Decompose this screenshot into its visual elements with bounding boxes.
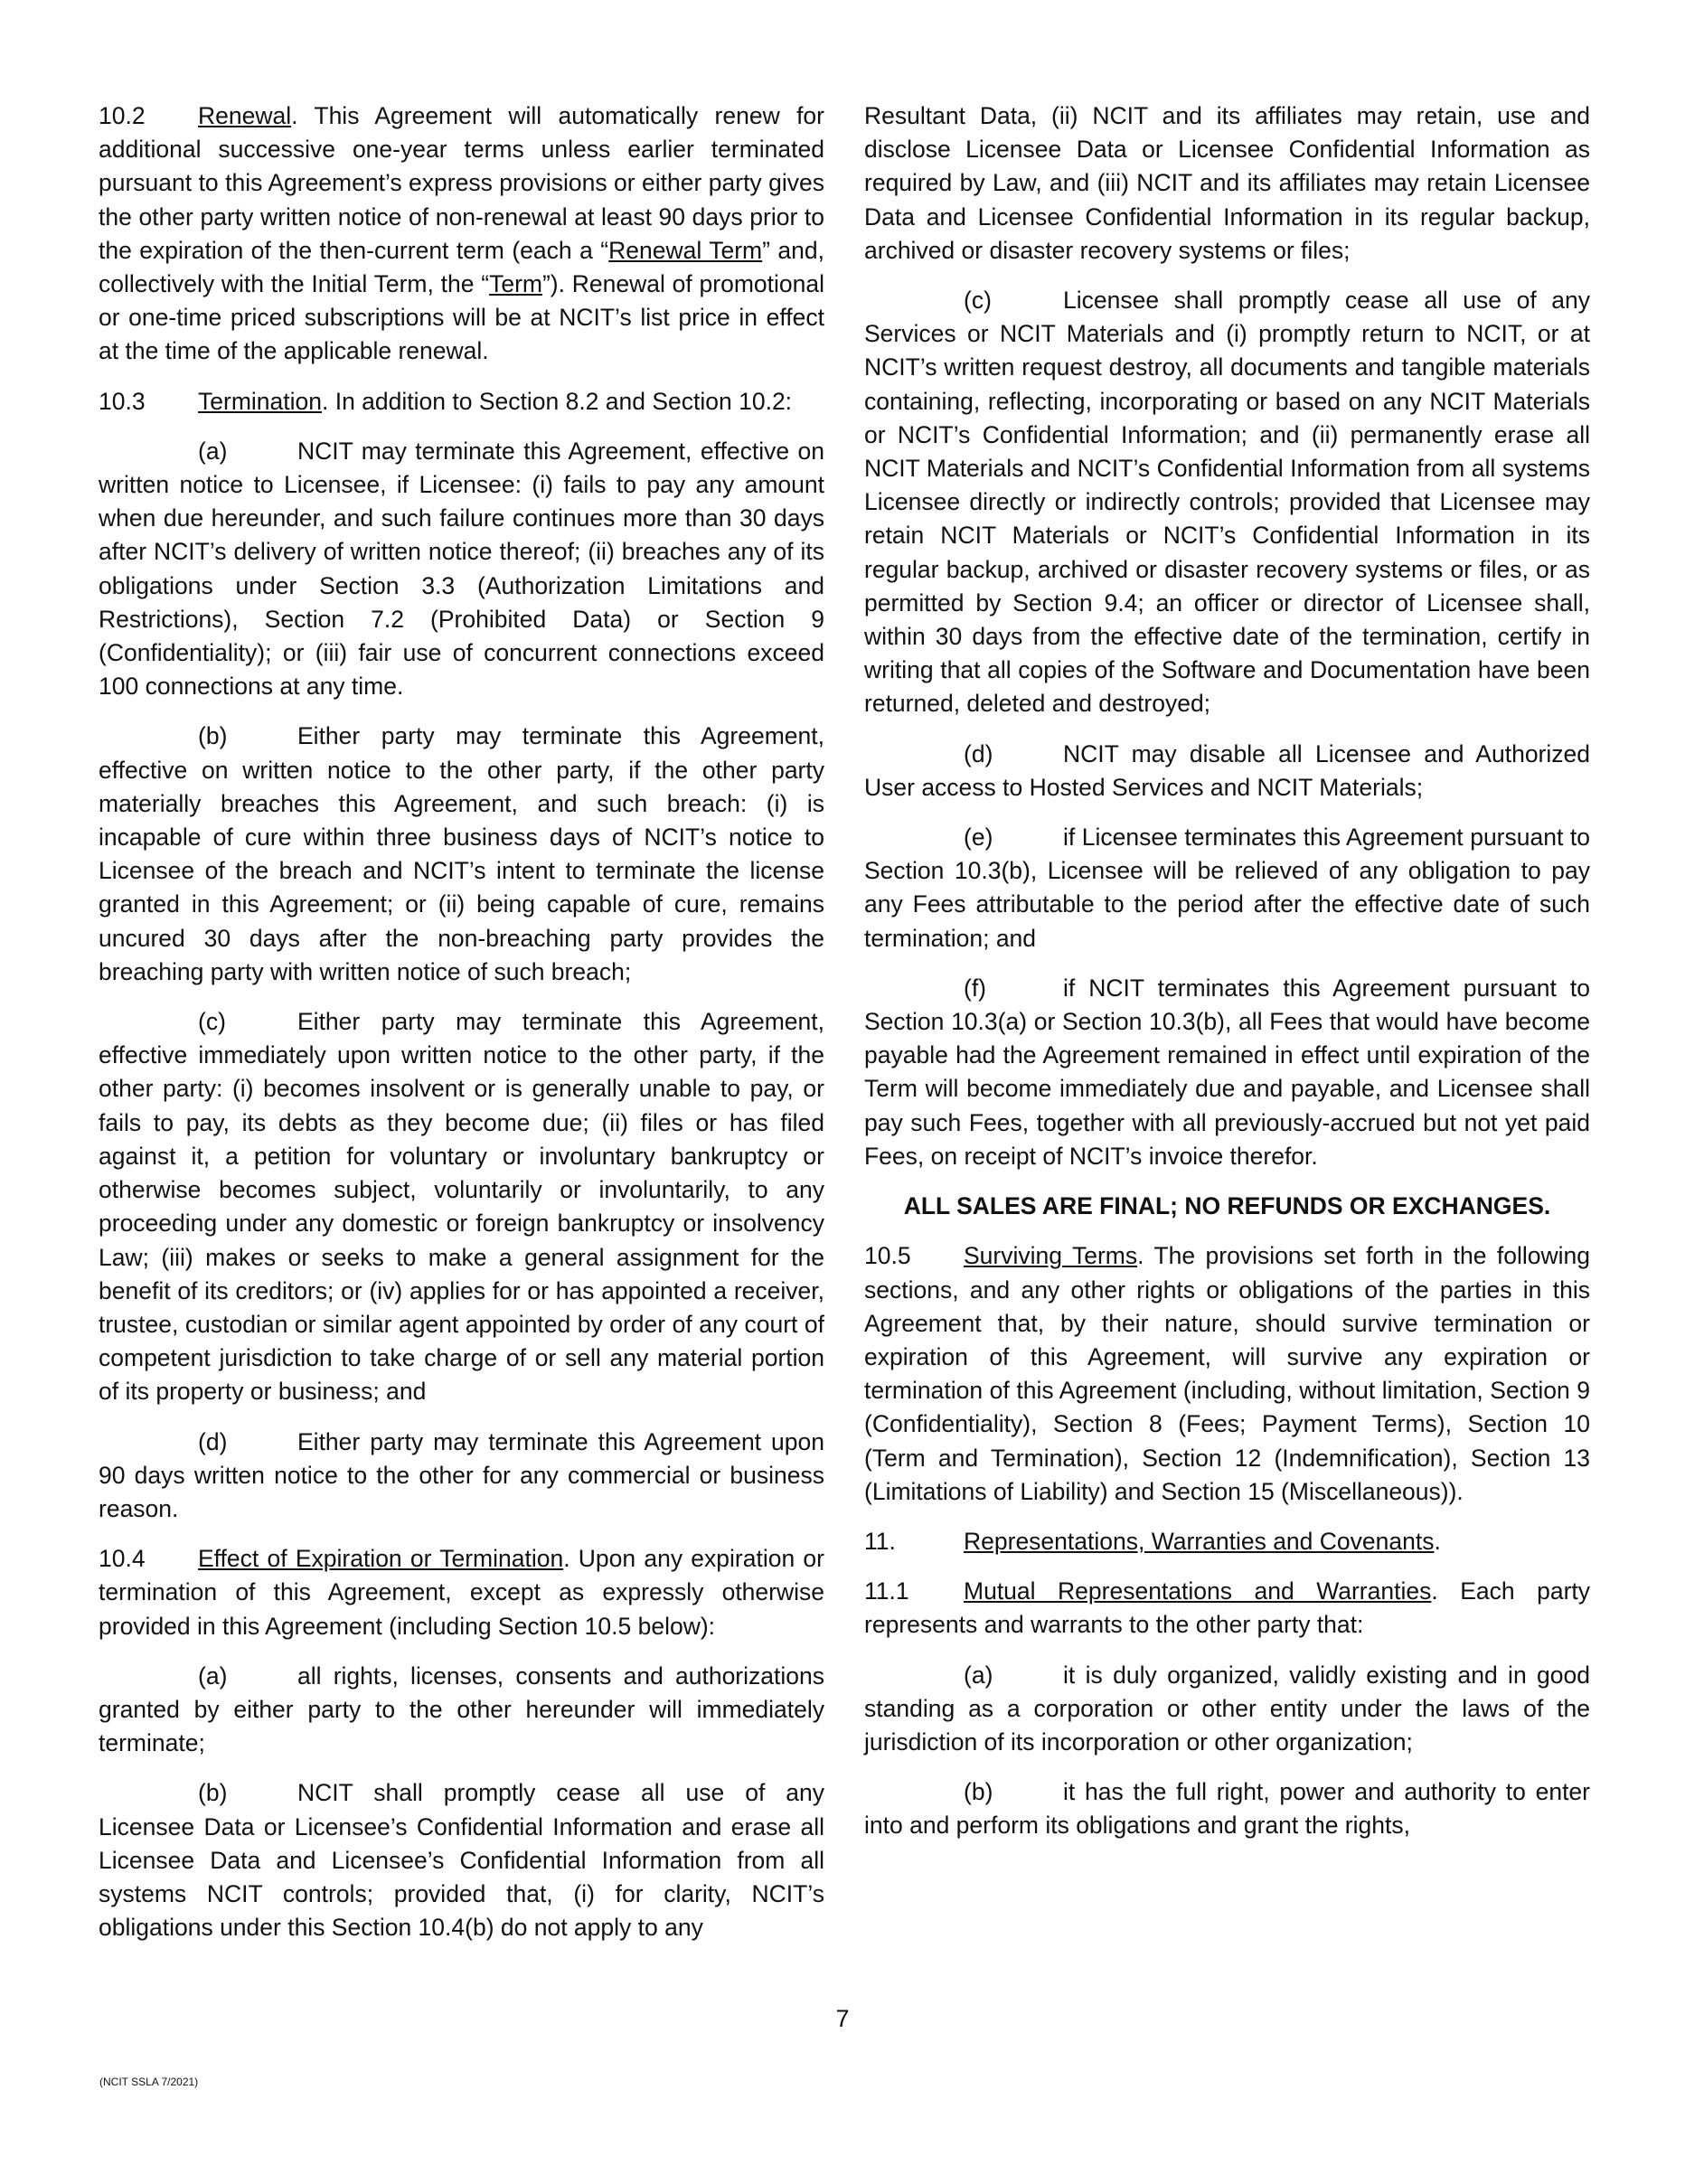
- section-title: Surviving Terms: [964, 1242, 1138, 1270]
- section-title: Renewal: [198, 102, 292, 129]
- section-number: 11.: [864, 1527, 896, 1555]
- section-title: Termination: [198, 387, 322, 415]
- section-text: . Each party represents and warrants to the other party that:: [864, 1577, 1591, 1639]
- clause-text: it has the full right, power and authority to enter into and perform its obligations and grant the rights,: [864, 1778, 1590, 1840]
- section-number: 10.5: [864, 1242, 911, 1270]
- clause-10-4-a: [99, 1660, 824, 1761]
- clause-label: (c): [964, 287, 992, 315]
- clause-label: (b): [198, 1779, 228, 1807]
- section-text: .: [1434, 1527, 1441, 1555]
- clause-label: (e): [964, 824, 993, 852]
- clause-text: Resultant Data, (ii) NCIT and its affiliates may retain, use and disclose Licensee Data or Licensee Confidential Information as required by Law, and (iii) NCIT and its affiliates may retain Licensee Data and Licensee Confidential Information in its regular backup, archived or disaster recovery systems or files;: [864, 102, 1590, 264]
- section-text: . In addition to Section 8.2 and Section 10.2:: [321, 387, 793, 415]
- clause-label: (d): [964, 739, 993, 767]
- clause-10-4-e: [864, 821, 1590, 956]
- right-column: [864, 99, 1590, 1859]
- section-10-2: [99, 99, 824, 369]
- defined-term: Renewal Term: [608, 236, 763, 264]
- footer-document-id: (NCIT SSLA 7/2021): [99, 2076, 199, 2088]
- section-10-5: [864, 1239, 1590, 1509]
- clause-text: it is duly organized, validly existing and in good standing as a corporation or other entity under the laws of the jurisdiction of its incorporation or other organization;: [864, 1661, 1590, 1756]
- section-text: ”). Renewal of promotional or one-time priced subscriptions will be at NCIT’s list price in effect at the time of the applicable renewal.: [99, 270, 824, 365]
- clause-label: (f): [964, 974, 987, 1002]
- section-11: [864, 1525, 1590, 1558]
- clause-11-1-a: [864, 1659, 1590, 1760]
- clause-text: if NCIT terminates this Agreement pursuant to Section 10.3(a) or Section 10.3(b), all Fees that would have become payable had the Agreement remained in effect until expiration of the Term will become immediately due and payable, and Licensee shall pay such Fees, together with all previously-accrued but not yet paid Fees, on receipt of NCIT’s invoice therefor.: [864, 974, 1590, 1170]
- section-text: . This Agreement will automatically renew for additional successive one-year terms unless earlier terminated pursuant to this Agreement’s express provisions or either party gives the other party written notice of non-renewal at least 90 days prior to the expiration of the then-current term (each a “: [99, 102, 824, 264]
- section-number: 10.2: [99, 102, 146, 129]
- clause-text: Either party may terminate this Agreement, effective on written notice to the other party, if the other party materially breaches this Agreement, and such breach: (i) is incapable of cure within three business days of NCIT’s notice to Licensee of the breach and NCIT’s intent to terminate the license granted in this Agreement; or (ii) being capable of cure, remains uncured 30 days after the non-breaching party provides the breaching party with written notice of such breach;: [99, 722, 824, 985]
- section-text: . Upon any expiration or termination of this Agreement, except as expressly otherwise provided in this Agreement (including Section 10.5 below):: [99, 1545, 824, 1640]
- clause-11-1-b: [864, 1775, 1590, 1842]
- section-number: 11.1: [864, 1577, 909, 1605]
- section-text: . The provisions set forth in the following sections, and any other rights or obligations of the parties in this Agreement that, by their nature, should survive termination or expiration of this Agreement, will survive any expiration or termination of this Agreement (including, without limitation, Section 9 (Confidentiality), Section 8 (Fees; Payment Terms), Section 10 (Term and Termination), Section 12 (Indemnification), Section 13 (Limitations of Liability) and Section 15 (Miscellaneous)).: [864, 1242, 1590, 1505]
- clause-text: if Licensee terminates this Agreement pursuant to Section 10.3(b), Licensee will be relieved of any obligation to pay any Fees attributable to the period after the effective date of such termination; and: [864, 824, 1590, 952]
- all-sales-final-notice: ALL SALES ARE FINAL; NO REFUNDS OR EXCHANGES.: [903, 1192, 1551, 1220]
- clause-label: (a): [198, 1662, 228, 1690]
- clause-text: Either party may terminate this Agreement upon 90 days written notice to the other for any commercial or business reason.: [99, 1427, 824, 1522]
- left-column: [99, 99, 824, 1961]
- clause-10-4-b: [99, 1776, 824, 1944]
- section-text: ” and, collectively with the Initial Term, the “: [99, 236, 825, 298]
- clause-text: NCIT shall promptly cease all use of any Licensee Data or Licensee’s Confidential Information and erase all Licensee Data and Licensee’s Confidential Information from all systems NCIT controls; provided that, (i) for clarity, NCIT’s obligations under this Section 10.4(b) do not apply to any: [99, 1779, 824, 1942]
- clause-10-4-b-continued: [864, 99, 1590, 268]
- clause-text: NCIT may terminate this Agreement, effective on written notice to Licensee, if Licensee: (i) fails to pay any amount when due hereunder, and such failure continues more than 30 days after NCIT’s delivery of written notice thereof; (ii) breaches any of its obligations under Section 3.3 (Authorization Limitations and Restrictions), Section 7.2 (Prohibited Data) or Section 9 (Confidentiality); or (iii) fair use of concurrent connections exceed 100 connections at any time.: [99, 437, 824, 701]
- section-10-4: [99, 1542, 824, 1643]
- section-title: Representations, Warranties and Covenants: [964, 1527, 1435, 1555]
- clause-text: all rights, licenses, consents and authorizations granted by either party to the other hereunder will immediately terminate;: [99, 1662, 824, 1757]
- clause-label: (d): [198, 1427, 228, 1455]
- section-number: 10.3: [99, 387, 146, 415]
- section-title: Mutual Representations and Warranties: [964, 1577, 1432, 1605]
- section-title: Effect of Expiration or Termination: [198, 1545, 564, 1573]
- clause-10-3-b: [99, 720, 824, 989]
- section-10-3: [99, 385, 824, 419]
- clause-10-4-f: [864, 972, 1590, 1173]
- clause-10-4-c: [864, 284, 1590, 721]
- clause-text: NCIT may disable all Licensee and Authorized User access to Hosted Services and NCIT Materials;: [864, 739, 1590, 801]
- clause-10-3-d: [99, 1426, 824, 1527]
- clause-10-4-d: [864, 738, 1590, 805]
- page-number: 7: [835, 2005, 850, 2032]
- section-number: 10.4: [99, 1545, 146, 1573]
- section-11-1: [864, 1575, 1590, 1642]
- clause-label: (a): [964, 1661, 993, 1689]
- clause-text: Licensee shall promptly cease all use of any Services or NCIT Materials and (i) promptly return to NCIT, or at NCIT’s written request destroy, all documents and tangible materials containing, reflecting, incorporating or based on any NCIT Materials or NCIT’s Confidential Information; and (ii) permanently erase all NCIT Materials and NCIT’s Confidential Information from all systems Licensee directly or indirectly controls; provided that Licensee may retain NCIT Materials or NCIT’s Confidential Information in its regular backup, archived or disaster recovery systems or files, or as permitted by Section 9.4; an officer or director of Licensee shall, within 30 days from the effective date of the termination, certify in writing that all copies of the Software and Documentation have been returned, deleted and destroyed;: [864, 287, 1590, 718]
- clause-label: (a): [198, 437, 228, 465]
- clause-label: (b): [964, 1778, 993, 1806]
- clause-text: Either party may terminate this Agreement, effective immediately upon written notice to the other party, if the other party: (i) becomes insolvent or is generally unable to pay, or fails to pay, its debts as they become due; (ii) files or has filed against it, a petition for voluntary or involuntary bankruptcy or otherwise becomes subject, voluntarily or involuntarily, to any proceeding under any domestic or foreign bankruptcy or insolvency Law; (iii) makes or seeks to make a general assignment for the benefit of its creditors; or (iv) applies for or has appointed a receiver, trustee, custodian or similar agent appointed by order of any court of competent jurisdiction to take charge of or sell any material portion of its property or business; and: [99, 1008, 824, 1406]
- clause-label: (b): [198, 722, 228, 750]
- clause-10-3-c: [99, 1005, 824, 1408]
- defined-term: Term: [489, 270, 542, 298]
- clause-10-3-a: [99, 435, 824, 704]
- clause-label: (c): [198, 1008, 226, 1036]
